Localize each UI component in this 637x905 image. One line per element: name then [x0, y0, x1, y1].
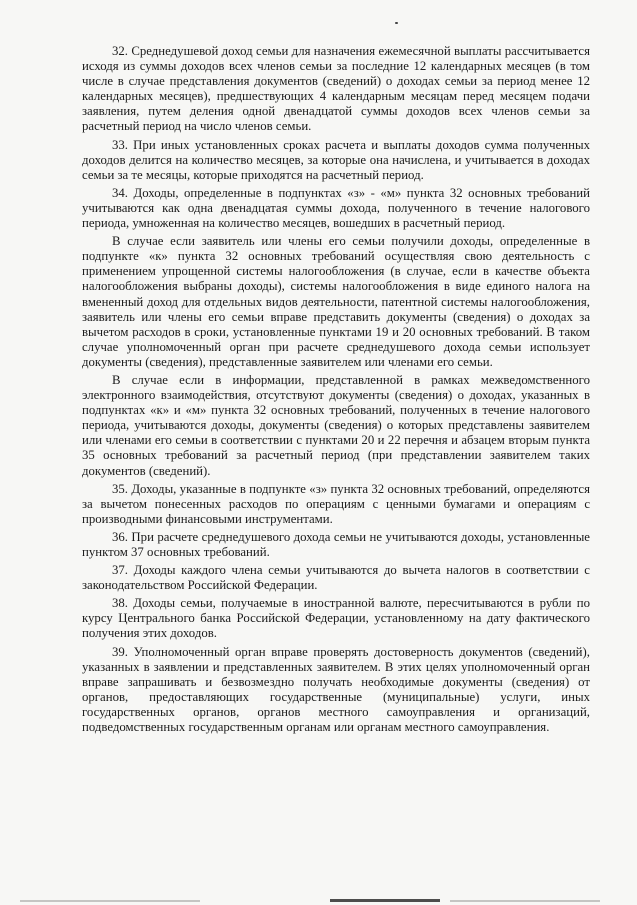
paragraph-34: 34. Доходы, определенные в подпунктах «з» - «м» пункта 32 основных требований учитываются как одна двенадцатая суммы дохода, полученного в течение налогового периода, умноженная на количество месяцев, вошедших в расчетный период. — [82, 185, 590, 231]
paragraph-38: 38. Доходы семьи, получаемые в иностранной валюте, пересчитываются в рубли по курсу Центрального банка Российской Федерации, установленному на дату фактического получения этих доходов. — [82, 596, 590, 641]
paragraph-33: 33. При иных установленных сроках расчета и выплаты доходов сумма полученных доходов делится на количество месяцев, за которые она начислена, и учитывается в доходах семьи за те месяцы, которые приходятся на расчетный период. — [82, 137, 590, 182]
scan-artifact — [450, 900, 600, 902]
paragraph-37: 37. Доходы каждого члена семьи учитываются до вычета налогов в соответствии с законодательством Российской Федерации. — [82, 563, 590, 593]
paragraph-39: 39. Уполномоченный орган вправе проверять достоверность документов (сведений), указанных в заявлении и представленных заявителем. В этих целях уполномоченный орган вправе запрашивать и безвозмездно получать необходимые документы (сведения) от органов, предоставляющих государственные (муниципальные) услуги, иных государственных органов, органов местного самоуправления и организаций, подведомственных государственным органам или органам местного самоуправления. — [82, 644, 590, 735]
scan-bottom-edge — [0, 896, 637, 905]
scan-artifact — [20, 900, 200, 902]
paragraph-34-simplified-tax: В случае если заявитель или члены его семьи получили доходы, определенные в подпункте «к» пункта 32 основных требований осуществляя свою деятельность с применением упрощенной системы налогообложения (в случае, если в качестве объекта налогообложения выбраны доходы), системы налогообложения в виде единого налога на вмененный доход для отдельных видов деятельности, патентной системы налогообложения, заявитель или члены его семьи вправе представить документы (сведения) о доходах за вычетом расходов в сроки, установленные пунктами 19 и 20 основных требований. В таком случае уполномоченный орган при расчете среднедушевого дохода семьи использует документы (сведения), представленные заявителем или членами его семьи. — [82, 234, 590, 369]
scan-speck — [395, 22, 398, 24]
paragraph-34-interagency: В случае если в информации, представленной в рамках межведомственного электронного взаимодействия, отсутствуют документы (сведения) о доходах, указанных в подпунктах «к» и «м» пункта 32 основных требований, полученных в течение налогового периода, учитываются доходы, документы (сведения) о которых представлены заявителем или членами его семьи в соответствии с пунктами 20 и 22 перечня и абзацем вторым пункта 35 основных требований за расчетный период (при представлении заявителем таких документов (сведений). — [82, 372, 590, 478]
paragraph-36: 36. При расчете среднедушевого дохода семьи не учитываются доходы, установленные пунктом 37 основных требований. — [82, 529, 590, 559]
scan-artifact — [330, 899, 440, 902]
document-page — [82, 44, 590, 738]
paragraph-32: 32. Среднедушевой доход семьи для назначения ежемесячной выплаты рассчитывается исходя из суммы доходов всех членов семьи за последние 12 календарных месяцев (в том числе в случае представления документов (сведений) о доходах семьи за период менее 12 календарных месяцев), предшествующих 4 календарным месяцам перед месяцем подачи заявления, путем деления одной двенадцатой суммы доходов всех членов семьи за расчетный период на число членов семьи. — [82, 44, 590, 134]
paragraph-35: 35. Доходы, указанные в подпункте «з» пункта 32 основных требований, определяются за вычетом понесенных расходов по операциям с ценными бумагами и операциям с производными финансовыми инструментами. — [82, 481, 590, 526]
